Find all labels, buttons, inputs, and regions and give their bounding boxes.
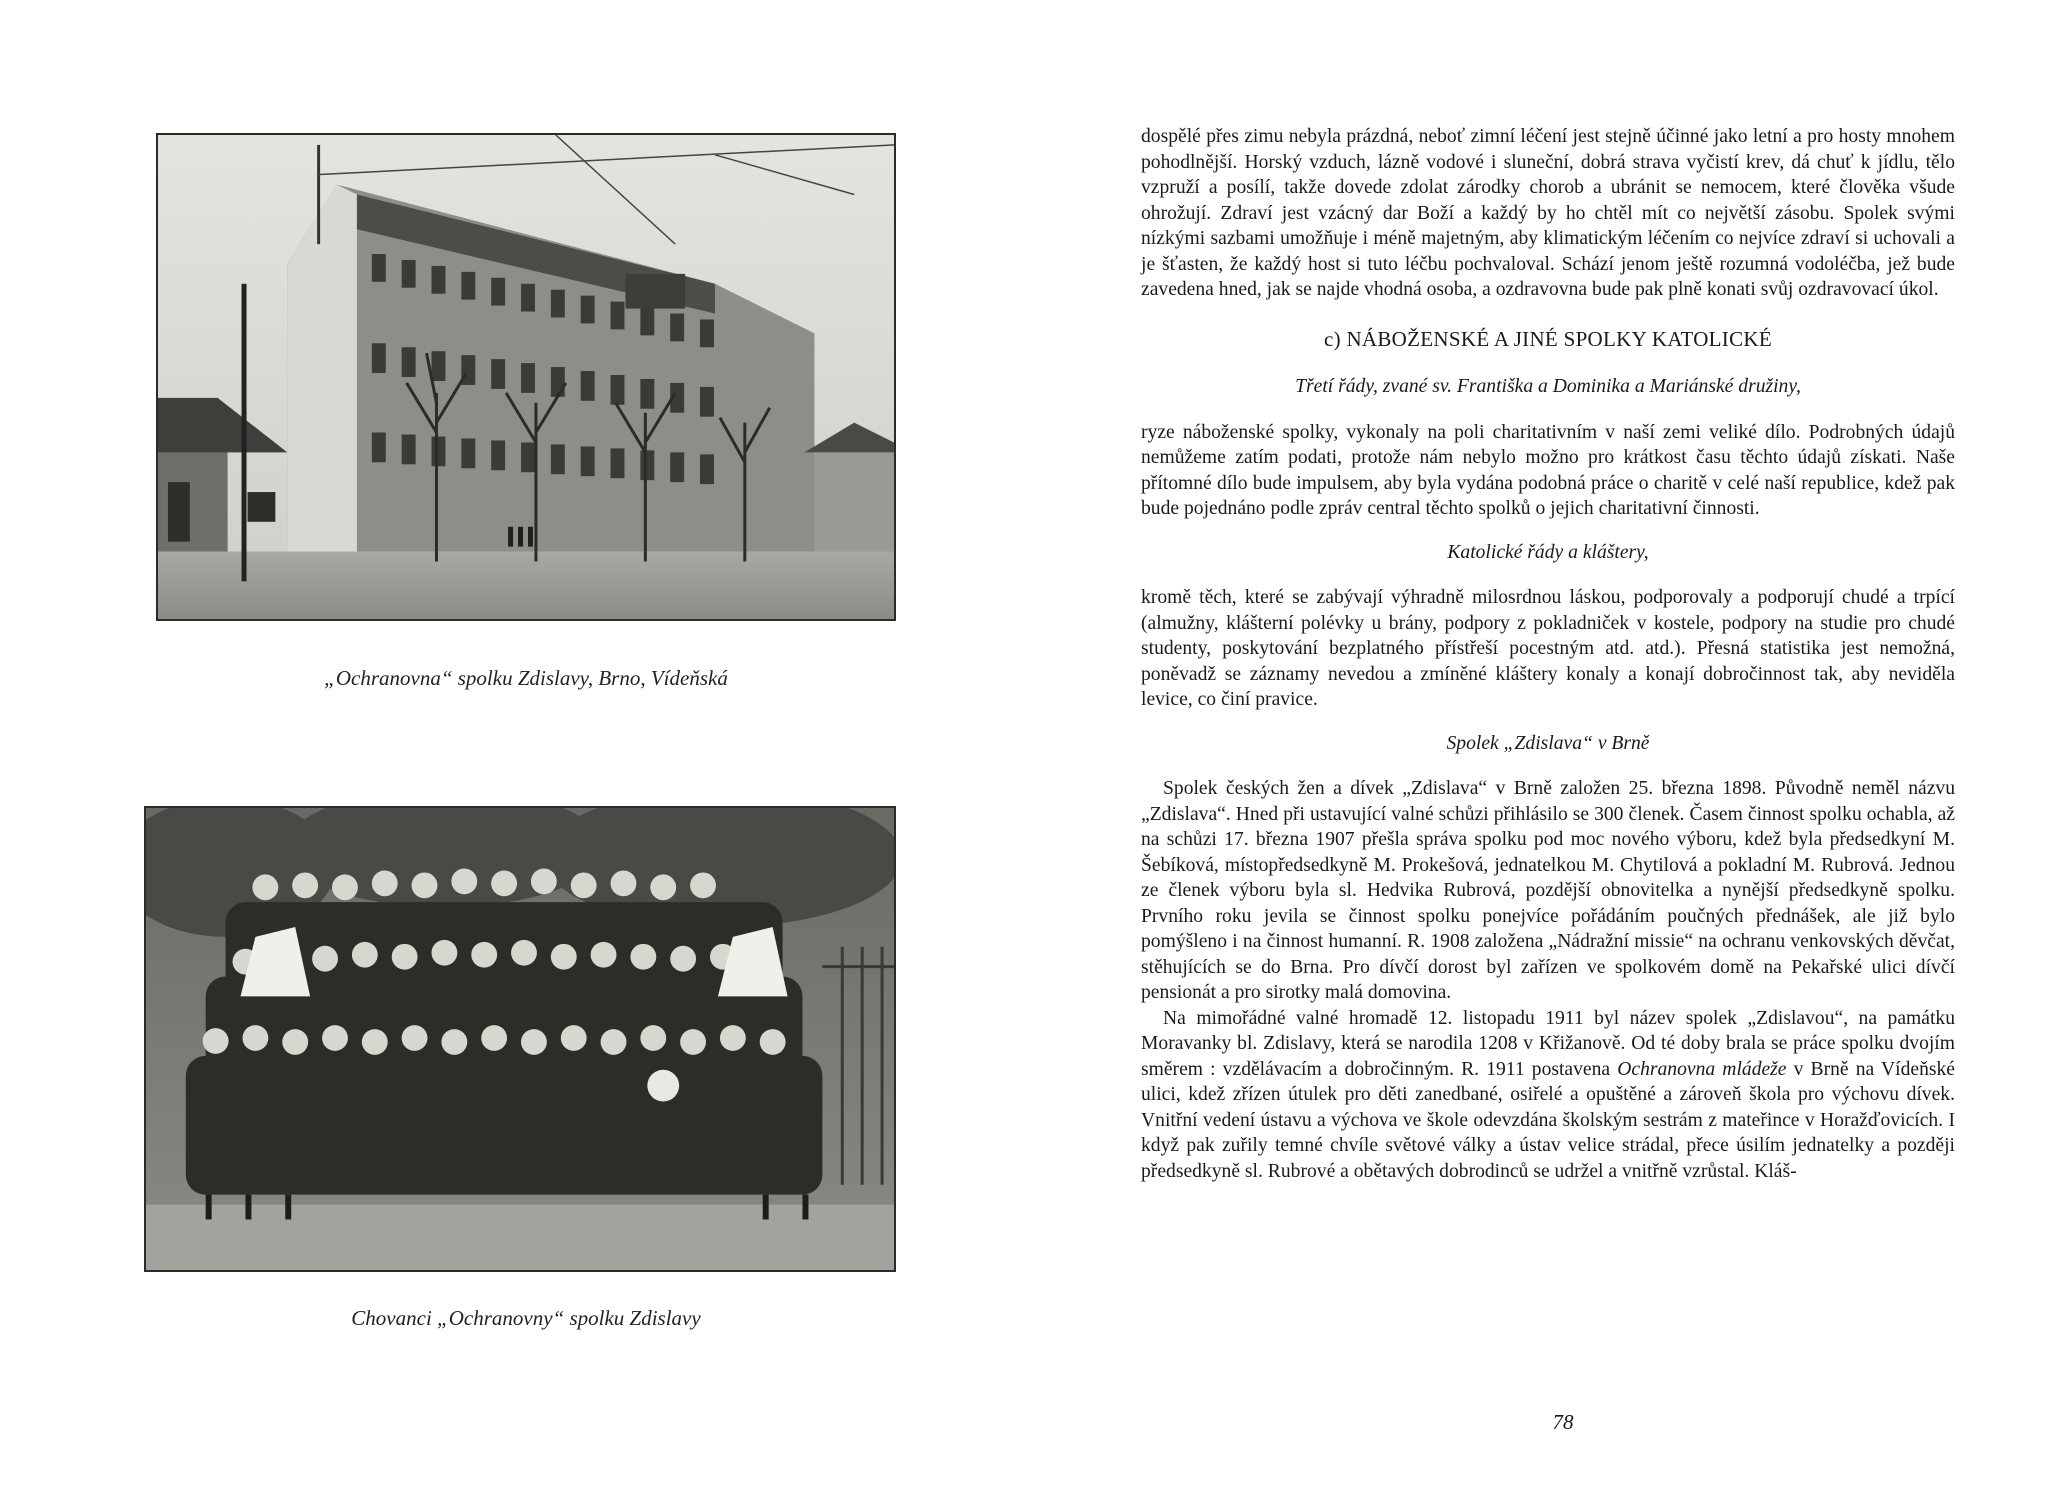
right-page: [1029, 0, 2058, 1500]
text-column: [1141, 124, 1955, 1184]
paragraph: Spolek českých žen a dívek „Zdislava“ v Brně založen 25. března 1898. Původně neměl názvu „Zdislava“. Hned při ustavující valné schůzi přihlásilo se 300 členek. Časem činnost spolku ochabla, až na schůzi 17. března 1907 přešla správa spolku pod moc nového výboru, kdež byla předsedkyní M. Šebíková, místopředsedkyně M. Prokešová, jednatelkou M. Chytilová a pokladní M. Rubrová. Jednou ze členek výboru byla sl. Hedvika Rubrová, pozdější obnovitelka a nynější předsedkyně spolku. Prvního roku jevila se činnost spolku ponejvíce pořádáním poučných přednášek, ale již bylo pomýšleno i na činnost humanní. R. 1908 založena „Nádražní missie“ na ochranu venkovských děvčat, stěhujících se do Brna. Pro dívčí dorost byl zařízen ve spolkovém domě na Pekařské ulici dívčí pensionát a pro sirotky malá domovina.: [1141, 778, 1955, 1003]
page-number: 78: [1552, 1410, 1574, 1434]
building-photo: [156, 133, 896, 621]
group-photo: [144, 806, 896, 1272]
paragraph: [1141, 1006, 1955, 1185]
section-heading: c) NÁBOŽENSKÉ A JINÉ SPOLKY KATOLICKÉ: [1323, 326, 1772, 351]
paragraph: dospělé přes zimu nebyla prázdná, neboť zimní léčení jest stejně účinné jako letní a pro hosty mnohem pohodlnější. Horský vzduch, lázně vodové i sluneční, dobrá strava vyčistí krev, dá chuť k jídlu, tělo vzpruží a posílí, takže dovede zdolat zárodky chorob a ubránit se nemocem, které člověka všude ohrožují. Zdraví jest vzácný dar Boží a každý by ho chtěl mít co největší zásobu. Spolek svými nízkými sazbami umožňuje i méně majetným, aby klimatickým léčením co nejvíce zdraví si uchovali a je šťasten, že každý host si tuto léčbu pochvaloval. Schází jenom ještě rozumná vodoléčba, jež bude zavedena hned, jak se najde vhodná osoba, a ozdravovna bude pak plně konati svůj ozdravovací úkol.: [1141, 126, 1955, 300]
building-photo-caption: „Ochranovna“ spolku Zdislavy, Brno, Vídeňská: [324, 666, 728, 690]
paragraph-text: v Brně na Vídeňské ulici, kdež zřízen útulek pro děti zanedbané, osiřelé a opuštěné a zároveň škola pro výchovu dívek. Vnitřní vedení ústavu a výchova ve škole odevzdána školským sestrám z mateřince v Horažďovicích. I když pak zuřily temné chvíle světové války a ústav velice strádal, přece úsilím jednatelky a později předsedkyně sl. Rubrové a obětavých dobrodinců se udržel a vnitřně vzrůstal. Kláš-: [1141, 1058, 1955, 1182]
group-photo-image: [146, 808, 894, 1270]
subheading-zdislava: Spolek „Zdislava“ v Brně: [1446, 732, 1650, 754]
paragraph: ryze náboženské spolky, vykonaly na poli charitativním v naší zemi veliké dílo. Podrobných údajů nemůžeme zatím podati, protože nám nebylo možno pro krátkost času těchto údajů získati. Naše přítomné dílo bude impulsem, aby byla vydána podobná práce o charitě v celé naší republice, kdež pak bude pojednáno podle zpráv central těchto spolků o jejich charitativní činnosti.: [1141, 421, 1955, 519]
paragraph: kromě těch, které se zabývají výhradně milosrdnou láskou, podporovaly a podporují chudé a trpící (almužny, klášterní polévky u brány, podpory z pokladniček v kostele, podpory na studie pro chudé studenty, poskytování bezplatného přístřeší pocestným atd. atd.). Přesná statistika jest nemožná, poněvadž se záznamy nevedou a zmíněné kláštery konaly a konají dobročinnost tak, aby neviděla levice, co činí pravice.: [1141, 587, 1955, 710]
subheading-third-orders: Třetí řády, zvané sv. Františka a Dominika a Mariánské družiny,: [1295, 376, 1801, 397]
building-photo-image: [158, 135, 894, 619]
subheading-orders-monasteries: Katolické řády a kláštery,: [1447, 541, 1649, 563]
emphasis-text: Ochranovna mládeže: [1617, 1058, 1787, 1080]
group-photo-caption: Chovanci „Ochranovny“ spolku Zdislavy: [351, 1306, 701, 1330]
paragraph-text: Na mimořádné valné hromadě 12. listopadu 1911 byl název spolek „Zdislavou“, na památku Moravanky bl. Zdislavy, která se narodila 1208 v Křižanově. Od té doby brala se práce spolku dvojím směrem : vzdělávacím a dobročinným. R. 1911 postavena: [1141, 1007, 1955, 1080]
